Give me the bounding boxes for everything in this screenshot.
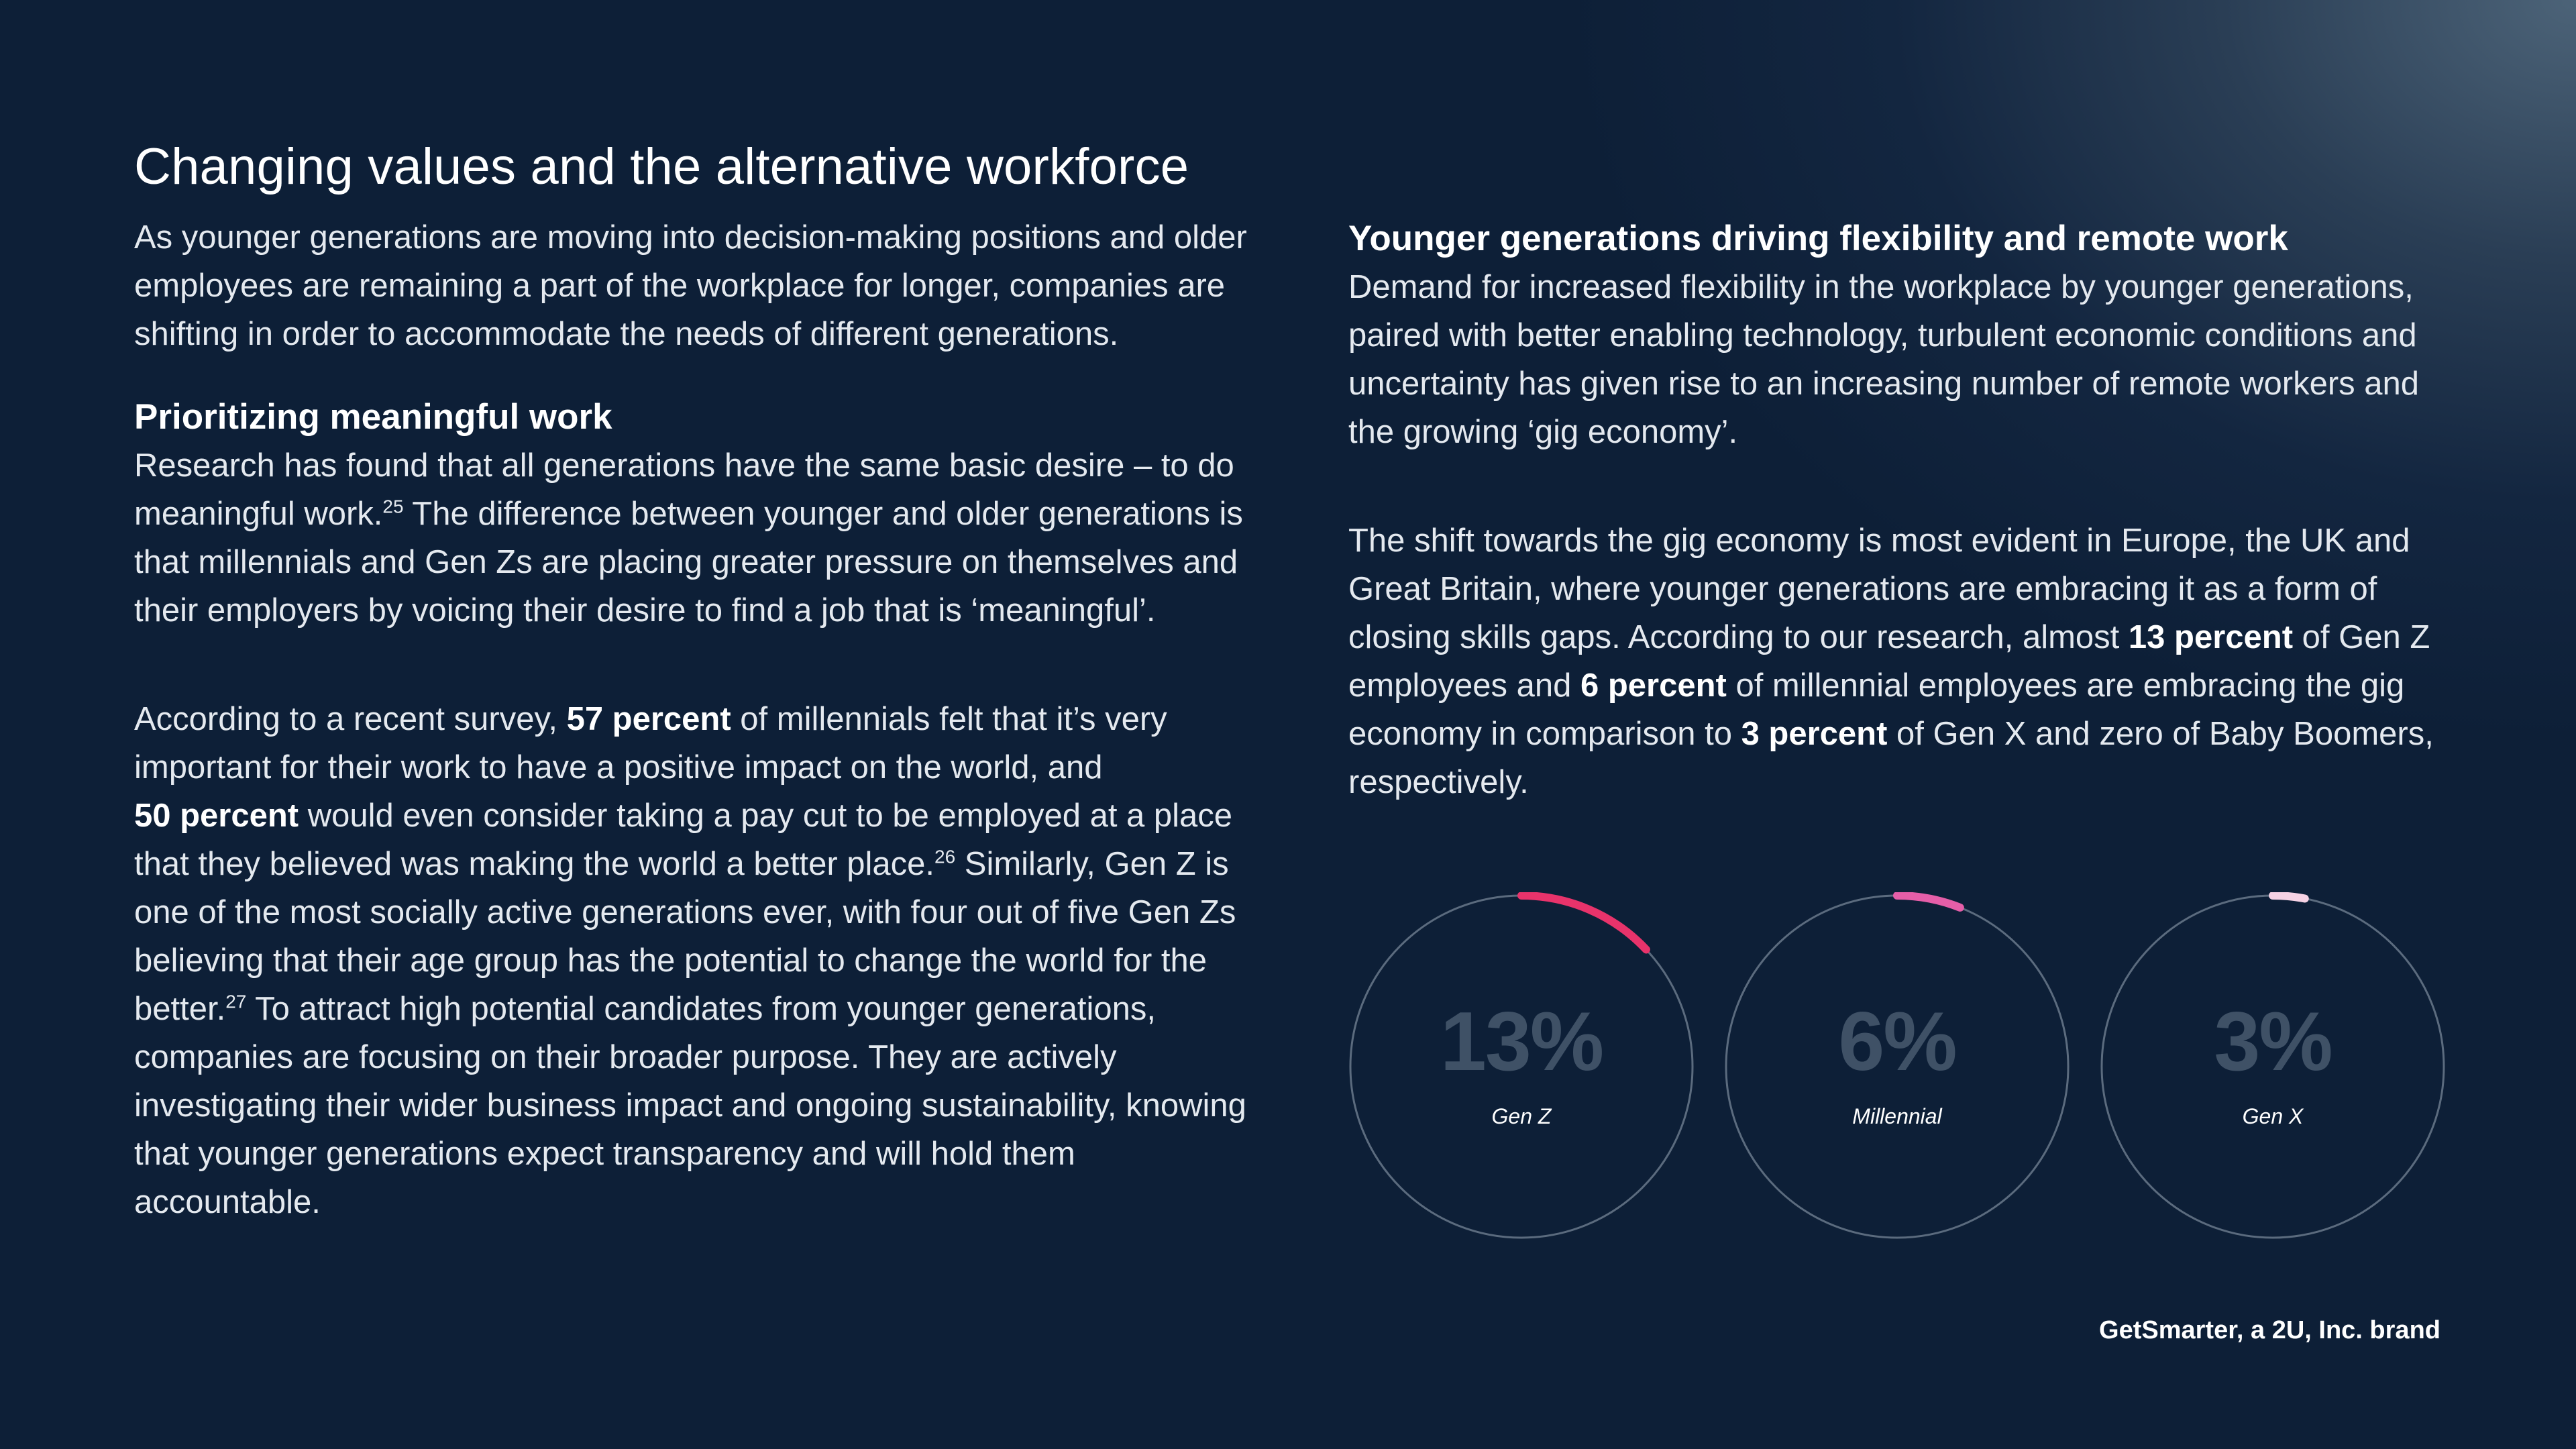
flexibility-paragraph-1: Demand for increased flexibility in the workplace by younger generations, paired with better enabling technology, turbulent economic conditions and uncertainty has given rise to an increasing number of remote workers and the growing ‘gig economy’. — [1348, 269, 2420, 450]
ring-value: 3% — [2214, 996, 2332, 1088]
ring-label: Gen Z — [1491, 1104, 1552, 1128]
right-column — [1348, 215, 2462, 806]
stat-50-percent: 50 percent — [134, 798, 299, 834]
page-title: Changing values and the alternative workforce — [134, 138, 1189, 195]
ring-value: 6% — [1838, 996, 1956, 1088]
stat-6-percent: 6 percent — [1580, 667, 1727, 704]
footnote-ref: 26 — [934, 846, 956, 867]
ring-label: Gen X — [2242, 1104, 2304, 1128]
meaningful-paragraph-2: According to a recent survey, 57 percent of millennials felt that it’s very important for their work to have a positive impact on the world, and 50 percent would even consider taking a pay cut to be employed at a place that they believed was making the world a better place.$^{26}$ Similarly, Gen Z is one of the most socially active generations ever, with four out of five Gen Zs believing that their age group has the potential to change the world for the better.$^{27}$ To attract high potential candidates from younger generations, companies are focusing on their broader purpose. They are actively investigating their wider business impact and ongoing sustainability, knowing that younger generations expect transparency and will hold them accountable. — [134, 701, 1246, 1220]
ring-label: Millennial — [1852, 1104, 1942, 1128]
ring-value: 13% — [1440, 996, 1603, 1088]
ring-arc-gen-x — [2273, 896, 2305, 899]
gig-economy-rings — [1347, 892, 2447, 1241]
meaningful-work-heading: Prioritizing meaningful work — [134, 397, 612, 437]
ring-arc-millennial — [1897, 896, 1960, 908]
stat-3-percent: 3 percent — [1741, 716, 1888, 752]
meaningful-paragraph-1: Research has found that all generations have the same basic desire – to do meaningful work.$^{25}$ The difference between younger and older generations is that millennials and Gen Zs are placing greater pressure on themselves and their employers by voicing their desire to find a job that is ‘meaningful’. — [134, 447, 1243, 629]
stat-57-percent: 57 percent — [566, 701, 731, 737]
stat-13-percent: 13 percent — [2128, 619, 2294, 655]
ring-gen-z — [1347, 892, 1696, 1241]
flexibility-paragraph-2: The shift towards the gig economy is most evident in Europe, the UK and Great Britain, where younger generations are embracing it as a form of closing skills gaps. According to our research, almost 13 percent of Gen Z employees and 6 percent of millennial employees are embracing the gig economy in comparison to 3 percent of Gen X and zero of Baby Boomers, respectively. — [1348, 523, 2434, 800]
ring-arc-gen-z — [1521, 896, 1646, 949]
ring-millennial — [1723, 892, 2072, 1241]
ring-gen-x — [2098, 892, 2447, 1241]
footnote-ref: 27 — [225, 991, 247, 1012]
left-column — [134, 213, 1261, 1226]
flexibility-heading: Younger generations driving flexibility and remote work — [1348, 219, 2288, 258]
intro-paragraph: As younger generations are moving into decision-making positions and older employees are remaining a part of the workplace for longer, companies are shifting in order to accommodate the needs of different generations. — [134, 219, 1247, 352]
footnote-ref: 25 — [382, 496, 404, 517]
brand-credit: GetSmarter, a 2U, Inc. brand — [2099, 1316, 2440, 1344]
